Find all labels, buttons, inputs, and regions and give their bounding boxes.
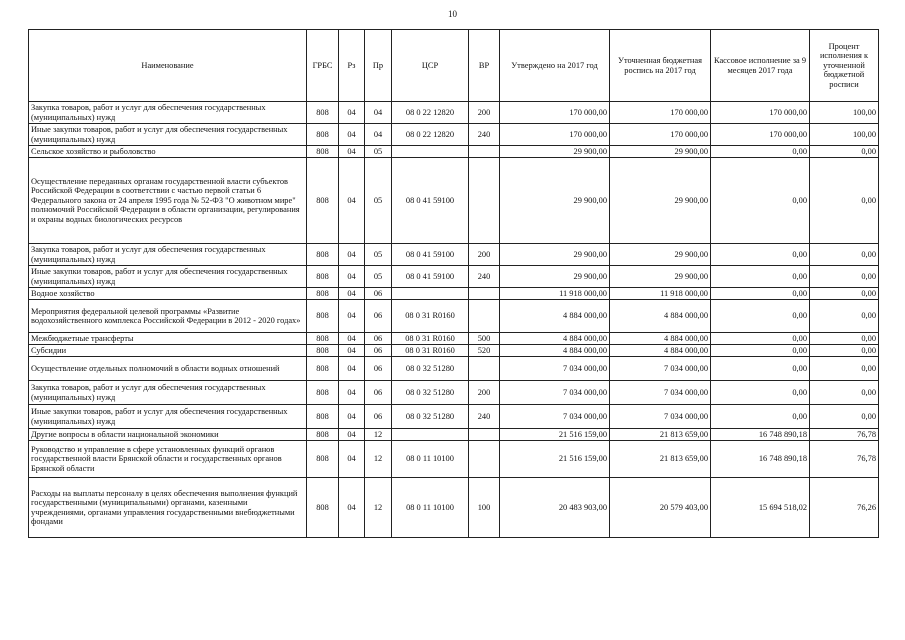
- cell-approved: 21 516 159,00: [500, 429, 610, 441]
- cell-name: Субсидии: [29, 345, 307, 357]
- cell-approved: 4 884 000,00: [500, 333, 610, 345]
- cell-csr: 08 0 31 R0160: [392, 300, 469, 333]
- cell-rz: 04: [339, 345, 365, 357]
- cell-vr: [469, 288, 500, 300]
- cell-percent: 0,00: [810, 300, 879, 333]
- budget-table: [28, 29, 879, 538]
- cell-pr: 12: [365, 441, 392, 478]
- cell-rz: 04: [339, 429, 365, 441]
- cell-percent: 100,00: [810, 102, 879, 124]
- cell-vr: [469, 429, 500, 441]
- cell-name: Закупка товаров, работ и услуг для обеспечения государственных (муниципальных) нужд: [29, 244, 307, 266]
- table-row: [29, 441, 879, 478]
- header-percent: Процент исполнения к уточненной бюджетной росписи: [810, 30, 879, 102]
- table-row: [29, 102, 879, 124]
- cell-cash: 0,00: [711, 244, 810, 266]
- cell-vr: 240: [469, 266, 500, 288]
- cell-grbs: 808: [307, 146, 339, 158]
- cell-pr: 06: [365, 300, 392, 333]
- cell-pr: 05: [365, 158, 392, 244]
- cell-grbs: 808: [307, 357, 339, 381]
- cell-pr: 05: [365, 266, 392, 288]
- cell-grbs: 808: [307, 102, 339, 124]
- table-row: [29, 381, 879, 405]
- cell-cash: 0,00: [711, 333, 810, 345]
- cell-cash: 170 000,00: [711, 124, 810, 146]
- page-number: 10: [448, 9, 457, 19]
- cell-vr: 240: [469, 405, 500, 429]
- cell-percent: 76,78: [810, 441, 879, 478]
- cell-approved: 29 900,00: [500, 146, 610, 158]
- cell-revised: 29 900,00: [610, 266, 711, 288]
- cell-revised: 29 900,00: [610, 244, 711, 266]
- cell-csr: [392, 429, 469, 441]
- table-row: [29, 288, 879, 300]
- cell-vr: 520: [469, 345, 500, 357]
- cell-cash: 0,00: [711, 357, 810, 381]
- cell-revised: 21 813 659,00: [610, 429, 711, 441]
- header-pr: Пр: [365, 30, 392, 102]
- cell-revised: 29 900,00: [610, 146, 711, 158]
- cell-cash: 0,00: [711, 288, 810, 300]
- cell-rz: 04: [339, 124, 365, 146]
- cell-approved: 4 884 000,00: [500, 345, 610, 357]
- cell-csr: [392, 146, 469, 158]
- cell-cash: 0,00: [711, 381, 810, 405]
- cell-grbs: 808: [307, 333, 339, 345]
- cell-grbs: 808: [307, 244, 339, 266]
- cell-rz: 04: [339, 288, 365, 300]
- cell-cash: 0,00: [711, 158, 810, 244]
- cell-pr: 05: [365, 146, 392, 158]
- cell-percent: 0,00: [810, 158, 879, 244]
- cell-grbs: 808: [307, 478, 339, 538]
- table-row: [29, 429, 879, 441]
- cell-name: Мероприятия федеральной целевой программы «Развитие водохозяйственного комплекса Российской Федерации в 2012 - 2020 годах»: [29, 300, 307, 333]
- cell-vr: [469, 158, 500, 244]
- table-row: [29, 124, 879, 146]
- cell-csr: [392, 288, 469, 300]
- cell-grbs: 808: [307, 405, 339, 429]
- cell-name: Иные закупки товаров, работ и услуг для обеспечения государственных (муниципальных) нужд: [29, 405, 307, 429]
- cell-rz: 04: [339, 300, 365, 333]
- cell-approved: 170 000,00: [500, 124, 610, 146]
- table-row: [29, 146, 879, 158]
- cell-cash: 16 748 890,18: [711, 441, 810, 478]
- table-row: [29, 333, 879, 345]
- cell-cash: 0,00: [711, 345, 810, 357]
- cell-grbs: 808: [307, 124, 339, 146]
- cell-percent: 0,00: [810, 146, 879, 158]
- cell-revised: 4 884 000,00: [610, 300, 711, 333]
- cell-revised: 29 900,00: [610, 158, 711, 244]
- cell-vr: 200: [469, 244, 500, 266]
- cell-vr: 240: [469, 124, 500, 146]
- cell-vr: [469, 441, 500, 478]
- cell-vr: 200: [469, 381, 500, 405]
- header-grbs: ГРБС: [307, 30, 339, 102]
- table-row: [29, 300, 879, 333]
- cell-revised: 20 579 403,00: [610, 478, 711, 538]
- table-row: [29, 345, 879, 357]
- cell-name: Сельское хозяйство и рыболовство: [29, 146, 307, 158]
- cell-approved: 7 034 000,00: [500, 381, 610, 405]
- cell-approved: 4 884 000,00: [500, 300, 610, 333]
- cell-revised: 7 034 000,00: [610, 381, 711, 405]
- cell-grbs: 808: [307, 345, 339, 357]
- cell-approved: 21 516 159,00: [500, 441, 610, 478]
- cell-percent: 0,00: [810, 381, 879, 405]
- cell-pr: 06: [365, 381, 392, 405]
- cell-csr: 08 0 32 51280: [392, 405, 469, 429]
- cell-grbs: 808: [307, 300, 339, 333]
- cell-pr: 12: [365, 478, 392, 538]
- cell-csr: 08 0 11 10100: [392, 441, 469, 478]
- cell-revised: 7 034 000,00: [610, 357, 711, 381]
- cell-csr: 08 0 31 R0160: [392, 345, 469, 357]
- cell-cash: 0,00: [711, 300, 810, 333]
- cell-rz: 04: [339, 244, 365, 266]
- cell-approved: 29 900,00: [500, 266, 610, 288]
- cell-name: Закупка товаров, работ и услуг для обеспечения государственных (муниципальных) нужд: [29, 102, 307, 124]
- header-name: Наименование: [29, 30, 307, 102]
- cell-name: Межбюджетные трансферты: [29, 333, 307, 345]
- cell-rz: 04: [339, 405, 365, 429]
- cell-percent: 100,00: [810, 124, 879, 146]
- cell-revised: 21 813 659,00: [610, 441, 711, 478]
- cell-rz: 04: [339, 333, 365, 345]
- cell-rz: 04: [339, 441, 365, 478]
- cell-approved: 170 000,00: [500, 102, 610, 124]
- cell-vr: [469, 146, 500, 158]
- cell-csr: 08 0 22 12820: [392, 102, 469, 124]
- cell-revised: 170 000,00: [610, 124, 711, 146]
- cell-name: Водное хозяйство: [29, 288, 307, 300]
- header-revised: Уточненная бюджетная роспись на 2017 год: [610, 30, 711, 102]
- cell-vr: 100: [469, 478, 500, 538]
- cell-percent: 0,00: [810, 244, 879, 266]
- cell-rz: 04: [339, 266, 365, 288]
- cell-grbs: 808: [307, 266, 339, 288]
- cell-approved: 29 900,00: [500, 244, 610, 266]
- cell-name: Расходы на выплаты персоналу в целях обеспечения выполнения функций государственными (муниципальными) органами, казенными учреждениями, органами управления государственными внебюджетными фондами: [29, 478, 307, 538]
- cell-name: Закупка товаров, работ и услуг для обеспечения государственных (муниципальных) нужд: [29, 381, 307, 405]
- cell-approved: 11 918 000,00: [500, 288, 610, 300]
- cell-percent: 0,00: [810, 333, 879, 345]
- cell-grbs: 808: [307, 381, 339, 405]
- table-header-row: [29, 30, 879, 102]
- cell-name: Осуществление переданных органам государственной власти субъектов Российской Федерации в соответствии с частью первой статьи 6 Федерального закона от 24 апреля 1995 года № 52-ФЗ "О животном мире" полномочий Российской Федерации в области организации, регулирования и охраны водных биологических ресурсов: [29, 158, 307, 244]
- cell-cash: 15 694 518,02: [711, 478, 810, 538]
- cell-grbs: 808: [307, 158, 339, 244]
- cell-name: Другие вопросы в области национальной экономики: [29, 429, 307, 441]
- cell-name: Иные закупки товаров, работ и услуг для обеспечения государственных (муниципальных) нужд: [29, 124, 307, 146]
- header-approved: Утверждено на 2017 год: [500, 30, 610, 102]
- cell-revised: 4 884 000,00: [610, 345, 711, 357]
- cell-vr: 500: [469, 333, 500, 345]
- cell-revised: 170 000,00: [610, 102, 711, 124]
- cell-pr: 06: [365, 345, 392, 357]
- table-row: [29, 478, 879, 538]
- table-body: [29, 102, 879, 538]
- cell-pr: 06: [365, 405, 392, 429]
- cell-vr: [469, 357, 500, 381]
- cell-pr: 06: [365, 333, 392, 345]
- cell-cash: 0,00: [711, 266, 810, 288]
- table-row: [29, 266, 879, 288]
- cell-name: Осуществление отдельных полномочий в области водных отношений: [29, 357, 307, 381]
- cell-cash: 0,00: [711, 405, 810, 429]
- header-vr: ВР: [469, 30, 500, 102]
- cell-percent: 76,26: [810, 478, 879, 538]
- cell-csr: 08 0 11 10100: [392, 478, 469, 538]
- cell-csr: 08 0 41 59100: [392, 158, 469, 244]
- cell-revised: 4 884 000,00: [610, 333, 711, 345]
- cell-rz: 04: [339, 381, 365, 405]
- cell-approved: 20 483 903,00: [500, 478, 610, 538]
- cell-percent: 0,00: [810, 357, 879, 381]
- cell-rz: 04: [339, 357, 365, 381]
- cell-name: Руководство и управление в сфере установленных функций органов государственной власти Брянской области и государственных органов Брянской области: [29, 441, 307, 478]
- cell-csr: 08 0 31 R0160: [392, 333, 469, 345]
- cell-cash: 0,00: [711, 146, 810, 158]
- cell-percent: 0,00: [810, 288, 879, 300]
- cell-rz: 04: [339, 158, 365, 244]
- table-row: [29, 357, 879, 381]
- header-rz: Рз: [339, 30, 365, 102]
- table-row: [29, 244, 879, 266]
- cell-approved: 7 034 000,00: [500, 357, 610, 381]
- header-csr: ЦСР: [392, 30, 469, 102]
- cell-csr: 08 0 41 59100: [392, 244, 469, 266]
- cell-pr: 06: [365, 357, 392, 381]
- table-row: [29, 158, 879, 244]
- cell-pr: 12: [365, 429, 392, 441]
- cell-vr: [469, 300, 500, 333]
- header-cash: Кассовое исполнение за 9 месяцев 2017 года: [711, 30, 810, 102]
- cell-csr: 08 0 22 12820: [392, 124, 469, 146]
- cell-approved: 7 034 000,00: [500, 405, 610, 429]
- cell-approved: 29 900,00: [500, 158, 610, 244]
- cell-vr: 200: [469, 102, 500, 124]
- cell-pr: 04: [365, 124, 392, 146]
- cell-pr: 05: [365, 244, 392, 266]
- cell-csr: 08 0 41 59100: [392, 266, 469, 288]
- cell-grbs: 808: [307, 288, 339, 300]
- cell-rz: 04: [339, 146, 365, 158]
- cell-grbs: 808: [307, 429, 339, 441]
- cell-rz: 04: [339, 102, 365, 124]
- cell-percent: 0,00: [810, 266, 879, 288]
- cell-cash: 16 748 890,18: [711, 429, 810, 441]
- table-row: [29, 405, 879, 429]
- cell-percent: 76,78: [810, 429, 879, 441]
- cell-grbs: 808: [307, 441, 339, 478]
- cell-revised: 11 918 000,00: [610, 288, 711, 300]
- cell-rz: 04: [339, 478, 365, 538]
- cell-cash: 170 000,00: [711, 102, 810, 124]
- cell-name: Иные закупки товаров, работ и услуг для обеспечения государственных (муниципальных) нужд: [29, 266, 307, 288]
- cell-csr: 08 0 32 51280: [392, 381, 469, 405]
- cell-pr: 06: [365, 288, 392, 300]
- cell-pr: 04: [365, 102, 392, 124]
- cell-revised: 7 034 000,00: [610, 405, 711, 429]
- cell-csr: 08 0 32 51280: [392, 357, 469, 381]
- cell-percent: 0,00: [810, 405, 879, 429]
- cell-percent: 0,00: [810, 345, 879, 357]
